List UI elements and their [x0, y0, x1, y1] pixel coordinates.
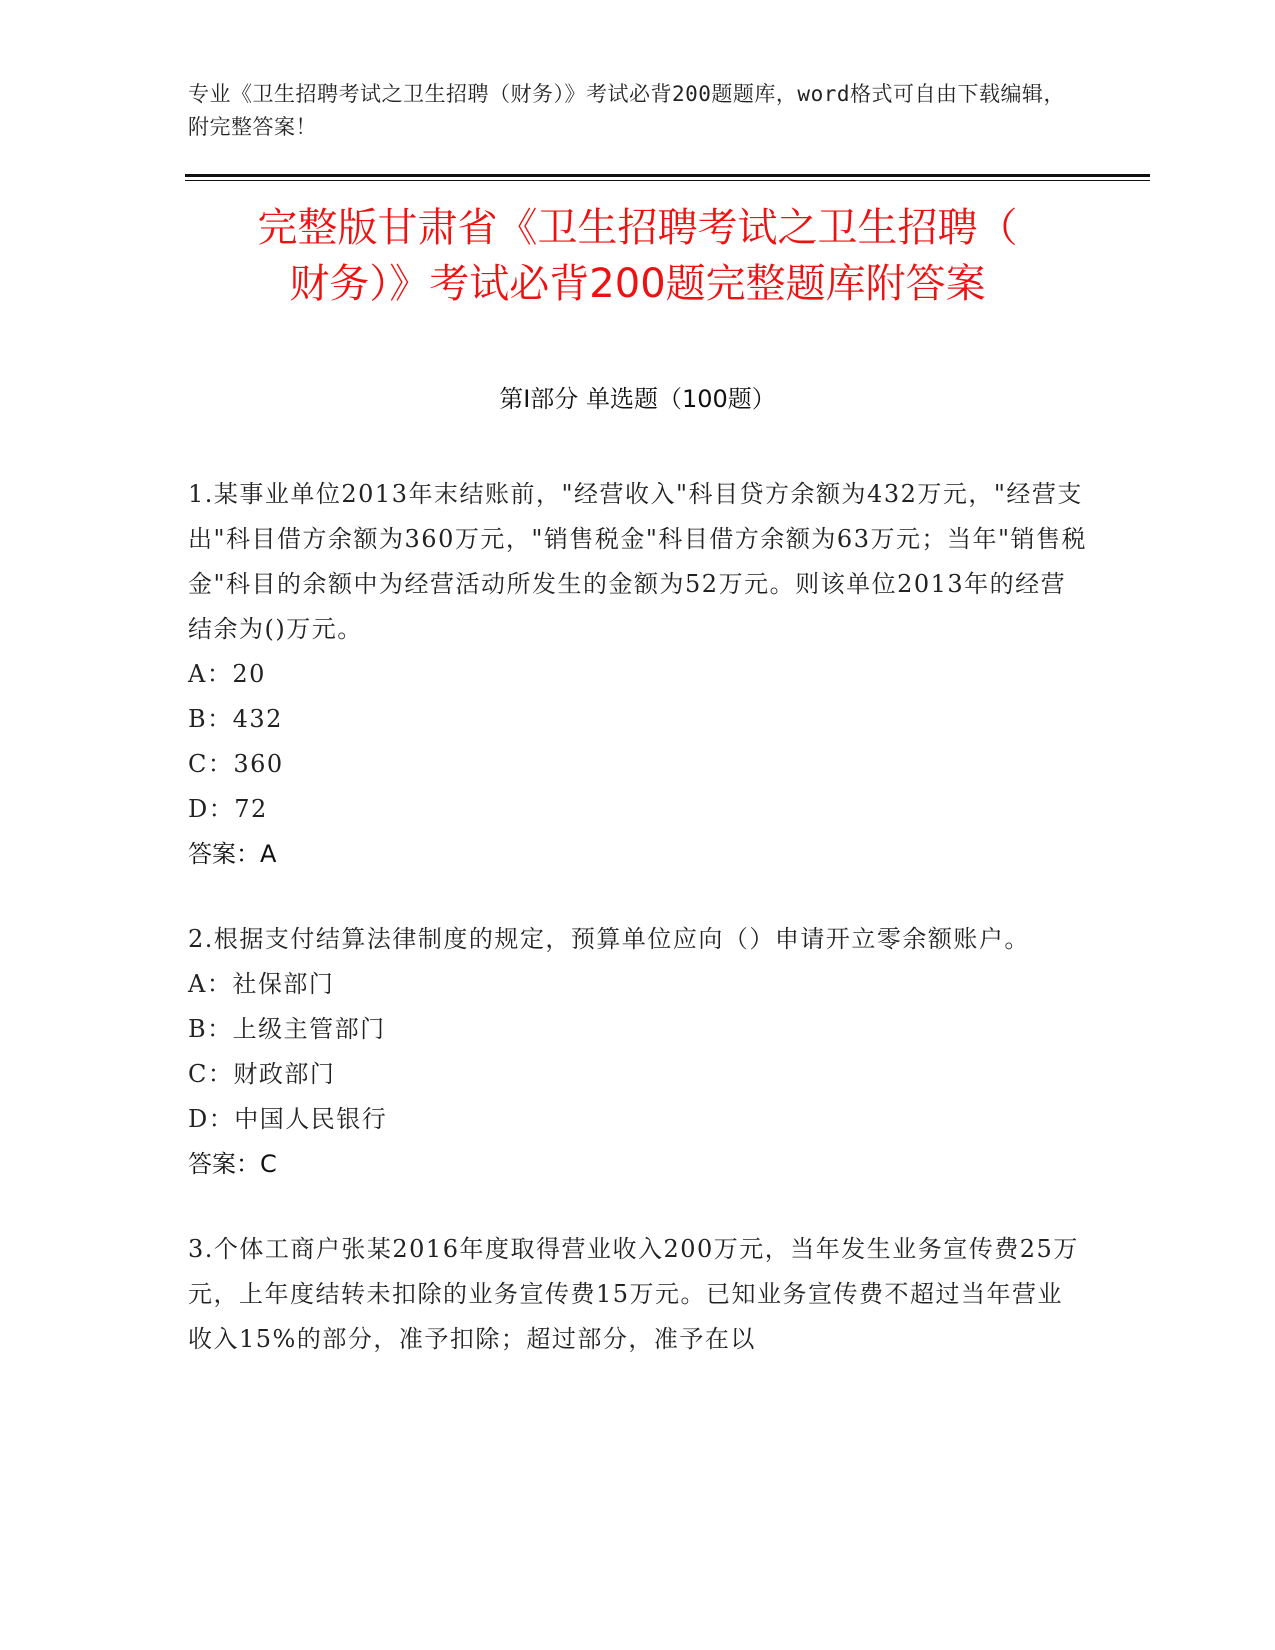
answer: 答案：A	[188, 840, 277, 868]
option-d: D：中国人民银行	[188, 1105, 388, 1133]
option-c: C：财政部门	[188, 1060, 336, 1088]
question-3	[188, 1227, 1088, 1362]
header-divider-thin	[185, 180, 1150, 181]
title-line-2: 财务）》考试必背200题完整题库附答案	[289, 261, 986, 307]
option-a: A：20	[188, 660, 266, 688]
answer: 答案：C	[188, 1150, 277, 1178]
title-line-1: 完整版甘肃省《卫生招聘考试之卫生招聘（	[257, 205, 1018, 251]
page-header	[188, 78, 1068, 144]
question-stem: 1.某事业单位2013年末结账前，"经营收入"科目贷方余额为432万元，"经营支出"科目借方余额为360万元，"销售税金"科目借方余额为63万元；当年"销售税金"科目的余额中为经营活动所发生的金额为52万元。则该单位2013年的经营结余为()万元。	[188, 480, 1088, 643]
header-divider-thick	[185, 174, 1150, 177]
question-stem: 3.个体工商户张某2016年度取得营业收入200万元，当年发生业务宣传费25万元，上年度结转未扣除的业务宣传费15万元。已知业务宣传费不超过当年营业收入15%的部分，准予扣除；超过部分，准予在以	[188, 1235, 1079, 1353]
question-2	[188, 917, 1088, 1187]
section-heading: 第Ⅰ部分 单选题（100题）	[499, 385, 776, 413]
header-text: 专业《卫生招聘考试之卫生招聘（财务）》考试必背200题题库，word格式可自由下载编辑，附完整答案！	[188, 82, 1065, 139]
option-d: D：72	[188, 795, 268, 823]
question-1	[188, 472, 1088, 877]
option-b: B：432	[188, 705, 283, 733]
option-b: B：上级主管部门	[188, 1015, 386, 1043]
question-stem: 2.根据支付结算法律制度的规定，预算单位应向（）申请开立零余额账户。	[188, 925, 1030, 953]
option-a: A：社保部门	[188, 970, 335, 998]
option-c: C：360	[188, 750, 284, 778]
question-list	[188, 472, 1088, 1402]
document-title	[170, 200, 1105, 312]
